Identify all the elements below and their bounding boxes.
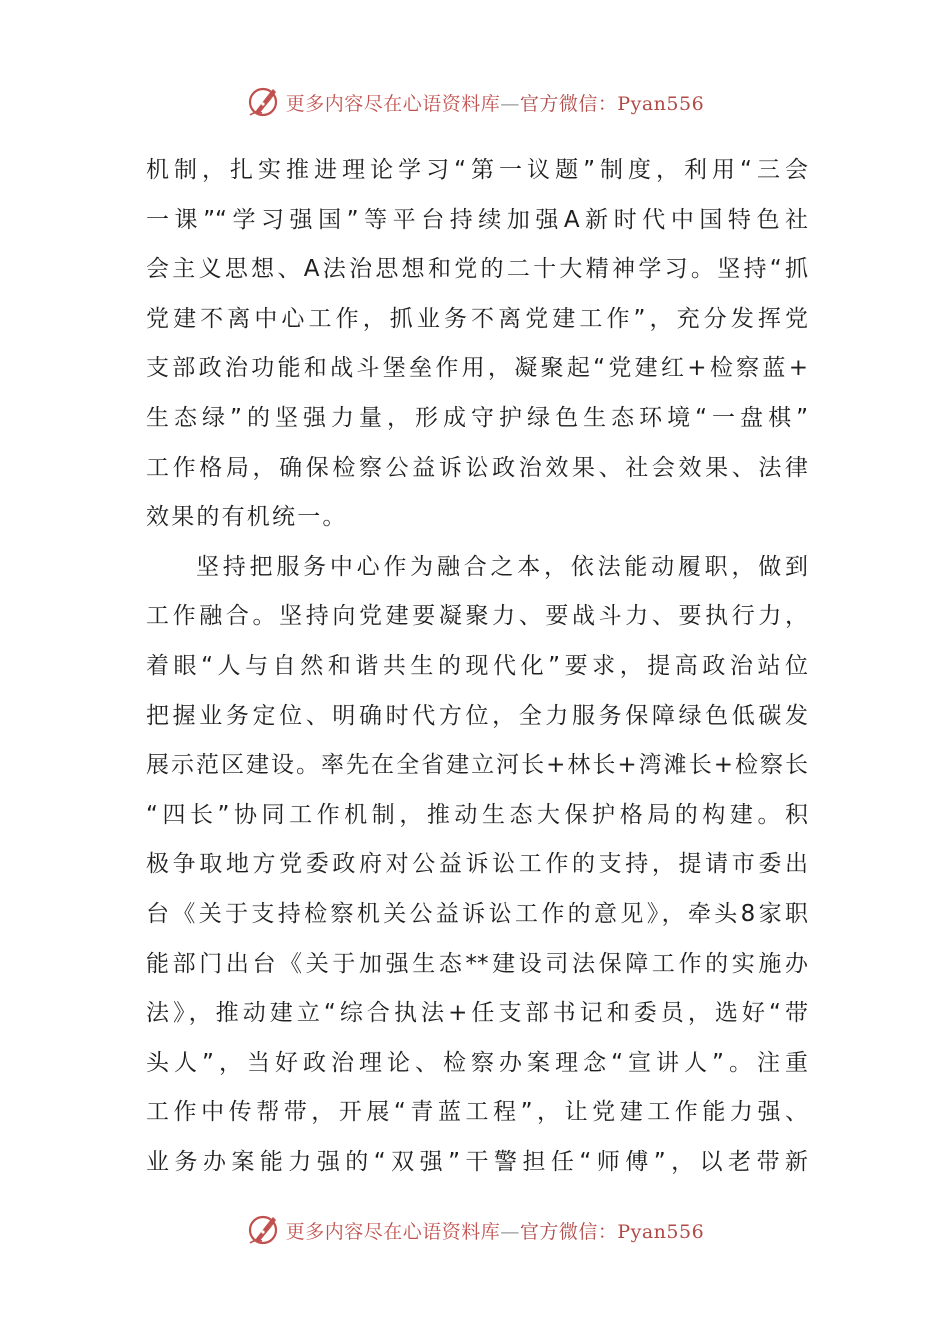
header-banner-text [286, 89, 704, 116]
paragraph-2-line: 极争取地方党委政府对公益诉讼工作的支持，提请市委出 [146, 851, 808, 878]
paragraph-1-line: 党建不离中心工作，抓业务不离党建工作”，充分发挥党 [146, 305, 808, 332]
footer-banner-main: 更多内容尽在心语资料库 [285, 1220, 501, 1243]
paragraph-1-line: 会主义思想、A法治思想和党的二十大精神学习。坚持“抓 [146, 256, 808, 283]
paragraph-2-line: 工作中传帮带，开展“青蓝工程”，让党建工作能力强、 [146, 1099, 808, 1126]
paragraph-1-line: 支部政治功能和战斗堡垒作用，凝聚起“党建红+检察蓝+ [146, 355, 808, 382]
header-banner-main: 更多内容尽在心语资料库 [285, 92, 501, 115]
paragraph-2-line: 着眼“人与自然和谐共生的现代化”要求，提高政治站位 [146, 652, 808, 679]
paragraph-1-line: 机制，扎实推进理论学习“第一议题”制度，利用“三会 [146, 157, 808, 183]
paragraph-2-line: 展示范区建设。率先在全省建立河长+林长+湾滩长+检察长 [146, 752, 808, 779]
pen-nib-icon [246, 85, 280, 119]
footer-banner-text [286, 1217, 704, 1244]
paragraph-2-line: 业务办案能力强的“双强”干警担任“师傅”，以老带新 [146, 1148, 808, 1175]
paragraph-2-line: 能部门出台《关于加强生态**建设司法保障工作的实施办 [146, 950, 808, 977]
footer-banner-wechat-id: Pyan556 [617, 1220, 705, 1243]
header-banner [0, 80, 950, 124]
paragraph-2-line: 法》，推动建立“综合执法+任支部书记和委员，选好“带 [146, 1000, 808, 1027]
header-banner-wechat-id: Pyan556 [617, 92, 705, 115]
paragraph-1 [146, 146, 808, 543]
paragraph-1-line: 工作格局，确保检察公益诉讼政治效果、社会效果、法律 [146, 454, 808, 481]
pen-nib-icon [246, 1213, 280, 1247]
paragraph-1-line: 一课”“学习强国”等平台持续加强A新时代中国特色社 [146, 206, 808, 233]
paragraph-2-line: 坚持把服务中心作为融合之本，依法能动履职，做到 [196, 553, 808, 580]
paragraph-2 [146, 543, 808, 1188]
footer-banner-content [246, 1213, 704, 1247]
footer-banner-separator: — [500, 1220, 520, 1243]
paragraph-2-line: “四长”协同工作机制，推动生态大保护格局的构建。积 [146, 801, 808, 828]
header-banner-wechat-label: 官方微信： [519, 92, 618, 115]
header-banner-content [246, 85, 704, 119]
paragraph-2-line: 台《关于支持检察机关公益诉讼工作的意见》，牵头8家职 [146, 900, 808, 927]
footer-banner-wechat-label: 官方微信： [519, 1220, 618, 1243]
header-banner-separator: — [500, 92, 520, 115]
document-body [146, 146, 808, 1187]
paragraph-2-line: 把握业务定位、明确时代方位，全力服务保障绿色低碳发 [146, 702, 808, 729]
paragraph-2-line: 工作融合。坚持向党建要凝聚力、要战斗力、要执行力， [146, 603, 808, 630]
paragraph-2-line: 头人”，当好政治理论、检察办案理念“宣讲人”。注重 [146, 1049, 808, 1076]
paragraph-1-line: 生态绿”的坚强力量，形成守护绿色生态环境“一盘棋” [146, 404, 808, 431]
footer-banner [0, 1208, 950, 1252]
paragraph-1-line: 效果的有机统一。 [146, 504, 348, 531]
